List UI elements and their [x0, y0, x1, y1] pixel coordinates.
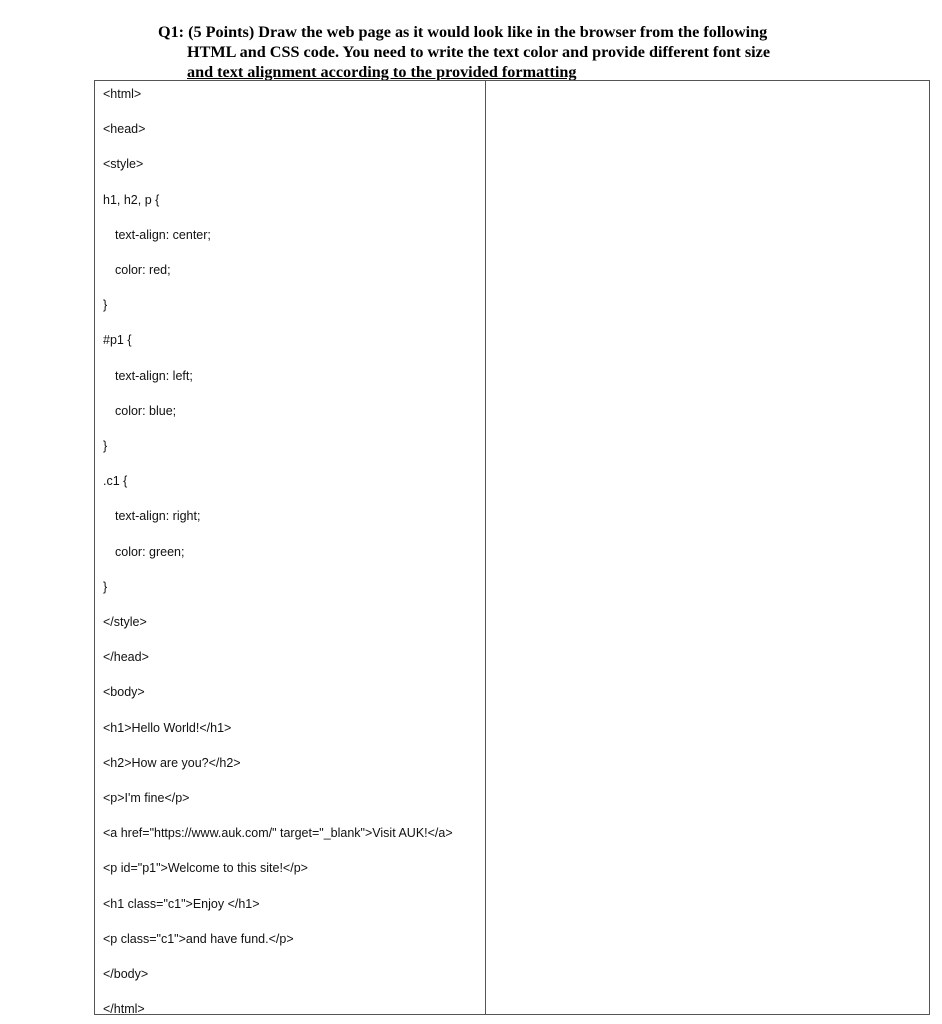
code-line: </head> — [103, 650, 149, 665]
html-code-column — [103, 81, 481, 1017]
code-line: <h1 class="c1">Enjoy </h1> — [103, 896, 260, 911]
code-line: text-align: right; — [115, 509, 201, 524]
code-line: <a href="https://www.auk.com/" target="_blank">Visit AUK!</a> — [103, 826, 453, 841]
code-line: <body> — [103, 685, 145, 700]
code-line: color: green; — [115, 544, 185, 559]
question-line-2: HTML and CSS code. You need to write the text color and provide different font size — [187, 43, 771, 61]
question-line-3: and text alignment according to the provided formatting — [187, 63, 577, 81]
question-text — [158, 22, 858, 82]
code-line: } — [103, 439, 108, 453]
code-line: <p class="c1">and have fund.</p> — [103, 931, 294, 946]
code-line: } — [103, 579, 108, 594]
code-line: <head> — [103, 122, 146, 137]
drawing-answer-area[interactable] — [487, 81, 929, 1014]
code-line: </html> — [103, 1002, 145, 1017]
code-line: #p1 { — [103, 333, 132, 348]
code-line: text-align: center; — [115, 227, 211, 242]
code-line: color: red; — [115, 263, 171, 277]
code-line: </style> — [103, 615, 147, 629]
code-line: <h2>How are you?</h2> — [103, 755, 241, 770]
code-line: text-align: left; — [115, 368, 193, 383]
code-line: <p>I'm fine</p> — [103, 791, 190, 805]
code-line: <h1>Hello World!</h1> — [103, 720, 232, 735]
code-line: } — [103, 298, 108, 313]
code-line: <style> — [103, 157, 144, 172]
answer-table — [94, 80, 930, 1015]
code-line: color: blue; — [115, 403, 177, 418]
code-line: </body> — [103, 967, 149, 981]
column-divider — [485, 81, 486, 1014]
code-line: .c1 { — [103, 474, 128, 489]
code-line: <p id="p1">Welcome to this site!</p> — [103, 861, 308, 876]
question-line-1: Q1: (5 Points) Draw the web page as it would look like in the browser from the following — [158, 23, 768, 41]
code-line: <html> — [103, 87, 142, 101]
code-line: h1, h2, p { — [103, 192, 160, 207]
